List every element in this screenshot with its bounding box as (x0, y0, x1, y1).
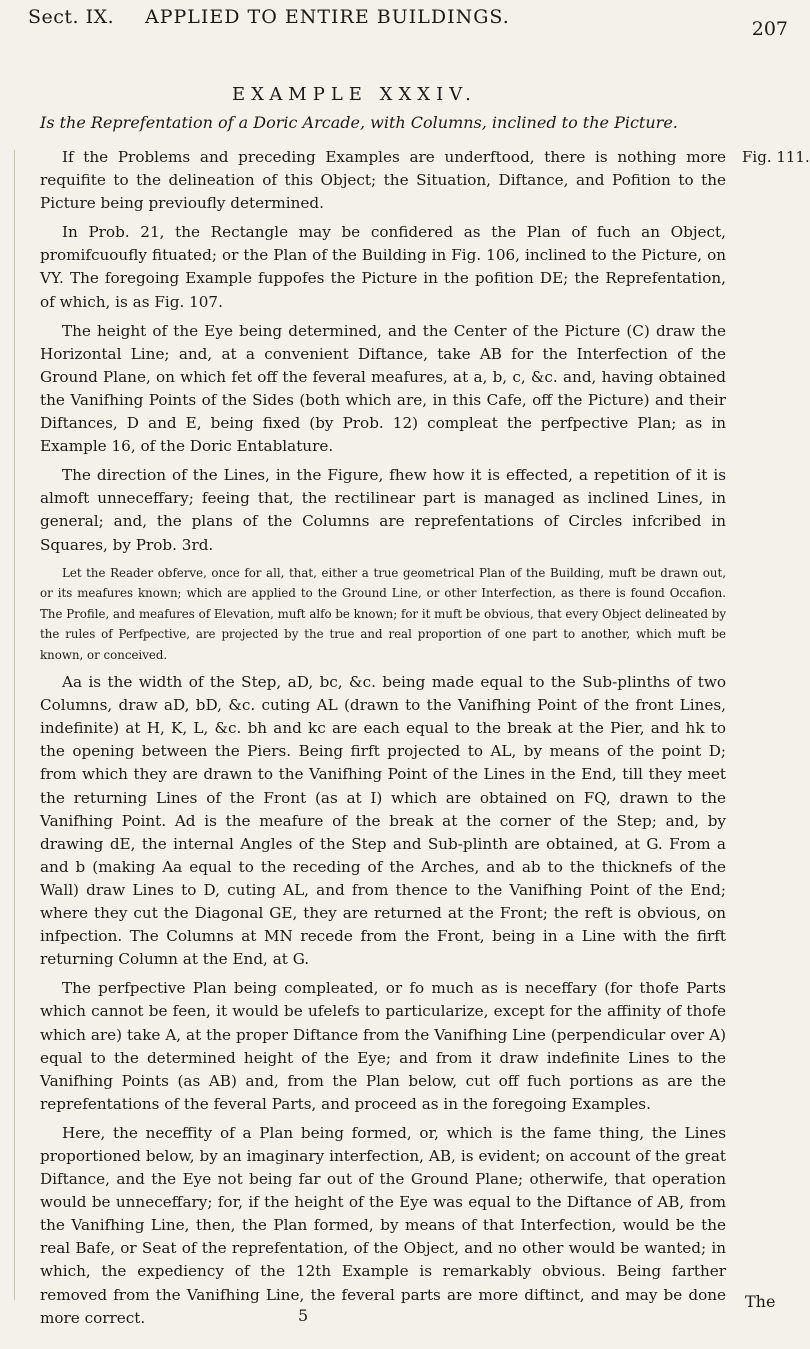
binding-shadow (14, 150, 15, 1300)
margin-figure-reference: Fig. 111. (742, 148, 810, 166)
paragraph: In Prob. 21, the Rectangle may be confidered as the Plan of fuch an Object, promifcuoufly fituated; or the Plan of the Building in Fig. 106, inclined to the Picture, on VY. The foregoing Example fuppofes the Picture in the pofition DE; the Reprefentation, of which, is as Fig. 107. (40, 223, 726, 311)
paragraph: Here, the neceffity of a Plan being formed, or, which is the fame thing, the Lines proportioned below, by an imaginary interfection, AB, is evident; on account of the great Diftance, and the Eye not being far out of the Ground Plane; otherwife, that operation would be unneceffary; for, if the height of the Eye was equal to the Diftance of AB, from the Vanifhing Line, then, the Plan formed, by means of that Interfection, would be the real Bafe, or Seat of the reprefentation, of the Object, and no other would be wanted; in which, the expediency of the 12th Example is remarkably obvious. Being farther removed from the Vanifhing Line, the feveral parts are more diftinct, and may be done more correct. (40, 1123, 726, 1327)
reader-note: Let the Reader obferve, once for all, that, either a true geometrical Plan of the Building, muft be drawn out, or its meafures known; which are applied to the Ground Line, or other Interfection, as there is found Occafion. The Profile, and meafures of Elevation, muft alfo be known; for it muft be obvious, that every Object delineated by the rules of Perfpective, are projected by the true and real proportion of one part to another, which muft be known, or conceived. (40, 565, 726, 662)
section-label: Sect. IX. (28, 6, 115, 28)
paragraph: The perfpective Plan being compleated, or fo much as is neceffary (for thofe Parts which cannot be feen, it would be ufelefs to particularize, except for the affinity of thofe which are) take A, at the proper Diftance from the Vanifhing Line (perpendicular over A) equal to the determined height of the Eye; and from it draw indefinite Lines to the Vanifhing Points (as AB) and, from the Plan below, cut off fuch portions as are the reprefentations of the feveral Parts, and proceed as in the foregoing Examples. (40, 979, 726, 1113)
page-number: 207 (751, 18, 788, 40)
paragraph: The height of the Eye being determined, and the Center of the Picture (C) draw the Horizontal Line; and, at a convenient Diftance, take AB for the Interfection of the Ground Plane, on which fet off the feveral meafures, at a, b, c, &c. and, having obtained the Vanifhing Points of the Sides (both which are, in this Cafe, off the Picture) and their Diftances, D and E, being fixed (by Prob. 12) compleat the perfpective Plan; as in Example 16, of the Doric Entablature. (40, 321, 726, 456)
catchword: The (745, 1292, 776, 1311)
body-text (40, 146, 726, 1336)
paragraph: The direction of the Lines, in the Figure, fhew how it is effected, a repetition of it is almoft unneceffary; feeing that, the rectilinear part is managed as inclined Lines, in general; and, the plans of the Columns are reprefentations of Circles infcribed in Squares, by Prob. 3rd. (40, 466, 726, 554)
example-heading: EXAMPLE XXXIV. (232, 84, 477, 105)
signature-mark: 5 (298, 1306, 309, 1325)
paragraph: Aa is the width of the Step, aD, bc, &c. being made equal to the Sub-plinths of two Columns, draw aD, bD, &c. cuting AL (drawn to the Vanifhing Point of the front Lines, indefinite) at H, K, L, &c. bh and kc are each equal to the break at the Pier, and hk to the opening between the Piers. Being firft projected to AL, by means of the point D; from which they are drawn to the Vanifhing Point of the Lines in the End, till they meet the returning Lines of the Front (as at I) which are obtained on FQ, drawn to the Vanifhing Point. Ad is the meafure of the break at the corner of the Step; and, by drawing dE, the internal Angles of the Step and Sub-plinth are obtained, at G. From a and b (making Aa equal to the receding of the Arches, and ab to the thicknefs of the Wall) draw Lines to D, cuting AL, and from thence to the Vanifhing Point of the End; where they cut the Diagonal GE, they are returned at the Front; the reft is obvious, on infpection. The Columns at MN recede from the Front, being in a Line with the firft returning Column at the End, at G. (40, 673, 726, 969)
paragraph: If the Problems and preceding Examples are underftood, there is nothing more requifite to the delineation of this Object; the Situation, Diftance, and Pofition to the Picture being previoufly determined. (40, 148, 726, 213)
running-head (28, 6, 788, 40)
example-subtitle: Is the Reprefentation of a Doric Arcade, with Columns, inclined to the Picture. (40, 113, 678, 132)
running-title: APPLIED TO ENTIRE BUILDINGS. (145, 6, 510, 28)
